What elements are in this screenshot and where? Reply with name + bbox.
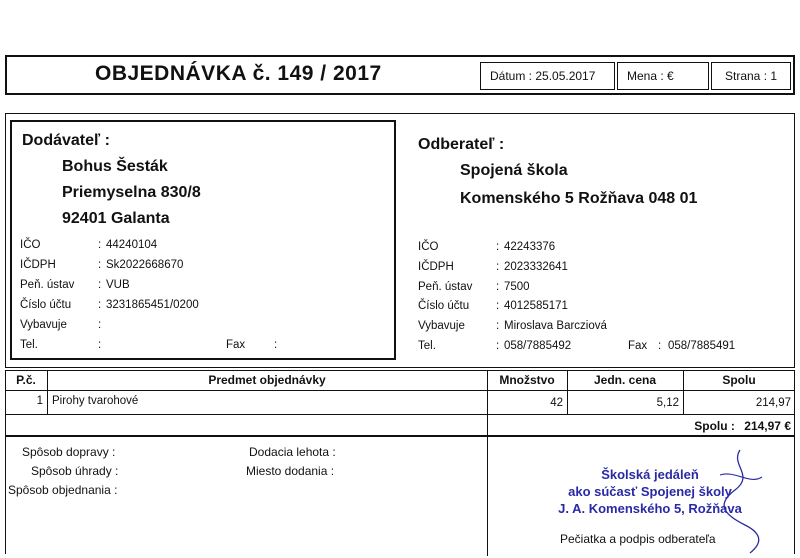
col-header-total: Spolu: [722, 373, 756, 387]
stamp-line-1: Školská jedáleň: [601, 467, 699, 482]
customer-label-ico: IČO: [418, 241, 439, 253]
supplier-colon: :: [98, 299, 102, 311]
customer-value-bank: 7500: [504, 281, 530, 293]
col-header-pc: P.č.: [16, 373, 36, 387]
supplier-label-icdph: IČDPH: [20, 259, 56, 271]
customer-colon: :: [496, 281, 500, 293]
supplier-label-fax: Fax: [226, 339, 246, 351]
customer-heading: Odberateľ :: [418, 136, 505, 153]
supplier-value-account: 3231865451/0200: [106, 299, 199, 311]
supplier-label-bank: Peň. ústav: [20, 279, 75, 291]
currency-text: Mena : €: [627, 69, 674, 83]
sum-value: 214,97 €: [744, 419, 791, 433]
supplier-value-icdph: Sk2022668670: [106, 259, 184, 271]
date-text: Dátum : 25.05.2017: [490, 69, 596, 83]
customer-address: Komenského 5 Rožňava 048 01: [460, 190, 698, 207]
delivery-deadline-label: Dodacia lehota :: [249, 445, 336, 459]
payment-method-label: Spôsob úhrady :: [31, 464, 119, 478]
customer-label-handler: Vybavuje: [418, 320, 465, 332]
customer-colon: :: [496, 300, 500, 312]
supplier-heading: Dodávateľ :: [22, 132, 110, 149]
col-header-price: Jedn. cena: [593, 373, 657, 387]
supplier-colon: :: [98, 239, 102, 251]
table-rule: [5, 414, 795, 415]
signature-label: Pečiatka a podpis odberateľa: [560, 532, 716, 546]
customer-colon: :: [496, 241, 500, 253]
supplier-colon: :: [98, 339, 102, 351]
customer-label-icdph: IČDPH: [418, 261, 454, 273]
customer-colon: :: [496, 320, 500, 332]
sum-row: [600, 419, 791, 433]
col-header-item: Predmet objednávky: [208, 373, 326, 387]
supplier-colon: :: [98, 279, 102, 291]
supplier-label-account: Číslo účtu: [20, 299, 72, 311]
row-item: Pirohy tvarohové: [52, 395, 139, 407]
customer-value-icdph: 2023332641: [504, 261, 568, 273]
footer-divider: [487, 436, 488, 556]
supplier-label-ico: IČO: [20, 239, 41, 251]
supplier-street: Priemyselna 830/8: [62, 184, 201, 201]
customer-label-fax: Fax: [628, 340, 648, 352]
row-price: 5,12: [656, 397, 679, 409]
row-qty: 42: [550, 397, 563, 409]
customer-label-bank: Peň. ústav: [418, 281, 473, 293]
sum-label: Spolu :: [694, 419, 735, 433]
table-rule: [5, 390, 795, 391]
supplier-city: 92401 Galanta: [62, 210, 170, 227]
customer-value-ico: 42243376: [504, 241, 556, 253]
customer-colon: :: [496, 340, 500, 352]
customer-label-tel: Tel.: [418, 340, 436, 352]
supplier-box: [10, 120, 396, 360]
order-method-label: Spôsob objednania :: [8, 483, 118, 497]
supplier-value-bank: VUB: [106, 279, 130, 291]
supplier-value-ico: 44240104: [106, 239, 158, 251]
customer-colon: :: [496, 261, 500, 273]
supplier-label-handler: Vybavuje: [20, 319, 67, 331]
customer-name: Spojená škola: [460, 162, 568, 179]
row-total: 214,97: [755, 397, 791, 409]
customer-colon: :: [658, 340, 662, 352]
supplier-colon: :: [98, 259, 102, 271]
customer-value-account: 4012585171: [504, 300, 568, 312]
customer-label-account: Číslo účtu: [418, 300, 470, 312]
supplier-colon: :: [98, 319, 102, 331]
row-pc: 1: [36, 395, 43, 407]
page-text: Strana : 1: [725, 69, 778, 83]
supplier-name: Bohus Šesták: [62, 158, 168, 175]
delivery-method-label: Spôsob dopravy :: [22, 445, 116, 459]
customer-value-fax: 058/7885491: [668, 340, 736, 352]
supplier-colon: :: [274, 339, 278, 351]
customer-value-tel: 058/7885492: [504, 340, 572, 352]
supplier-label-tel: Tel.: [20, 339, 38, 351]
document-title: OBJEDNÁVKA č. 149 / 2017: [95, 62, 382, 85]
stamp-line-3: J. A. Komenského 5, Rožňava: [558, 501, 742, 516]
stamp-line-2: ako súčasť Spojenej školy: [568, 484, 732, 499]
customer-value-handler: Miroslava Barcziová: [504, 320, 607, 332]
delivery-place-label: Miesto dodania :: [246, 464, 335, 478]
col-header-qty: Množstvo: [499, 373, 555, 387]
